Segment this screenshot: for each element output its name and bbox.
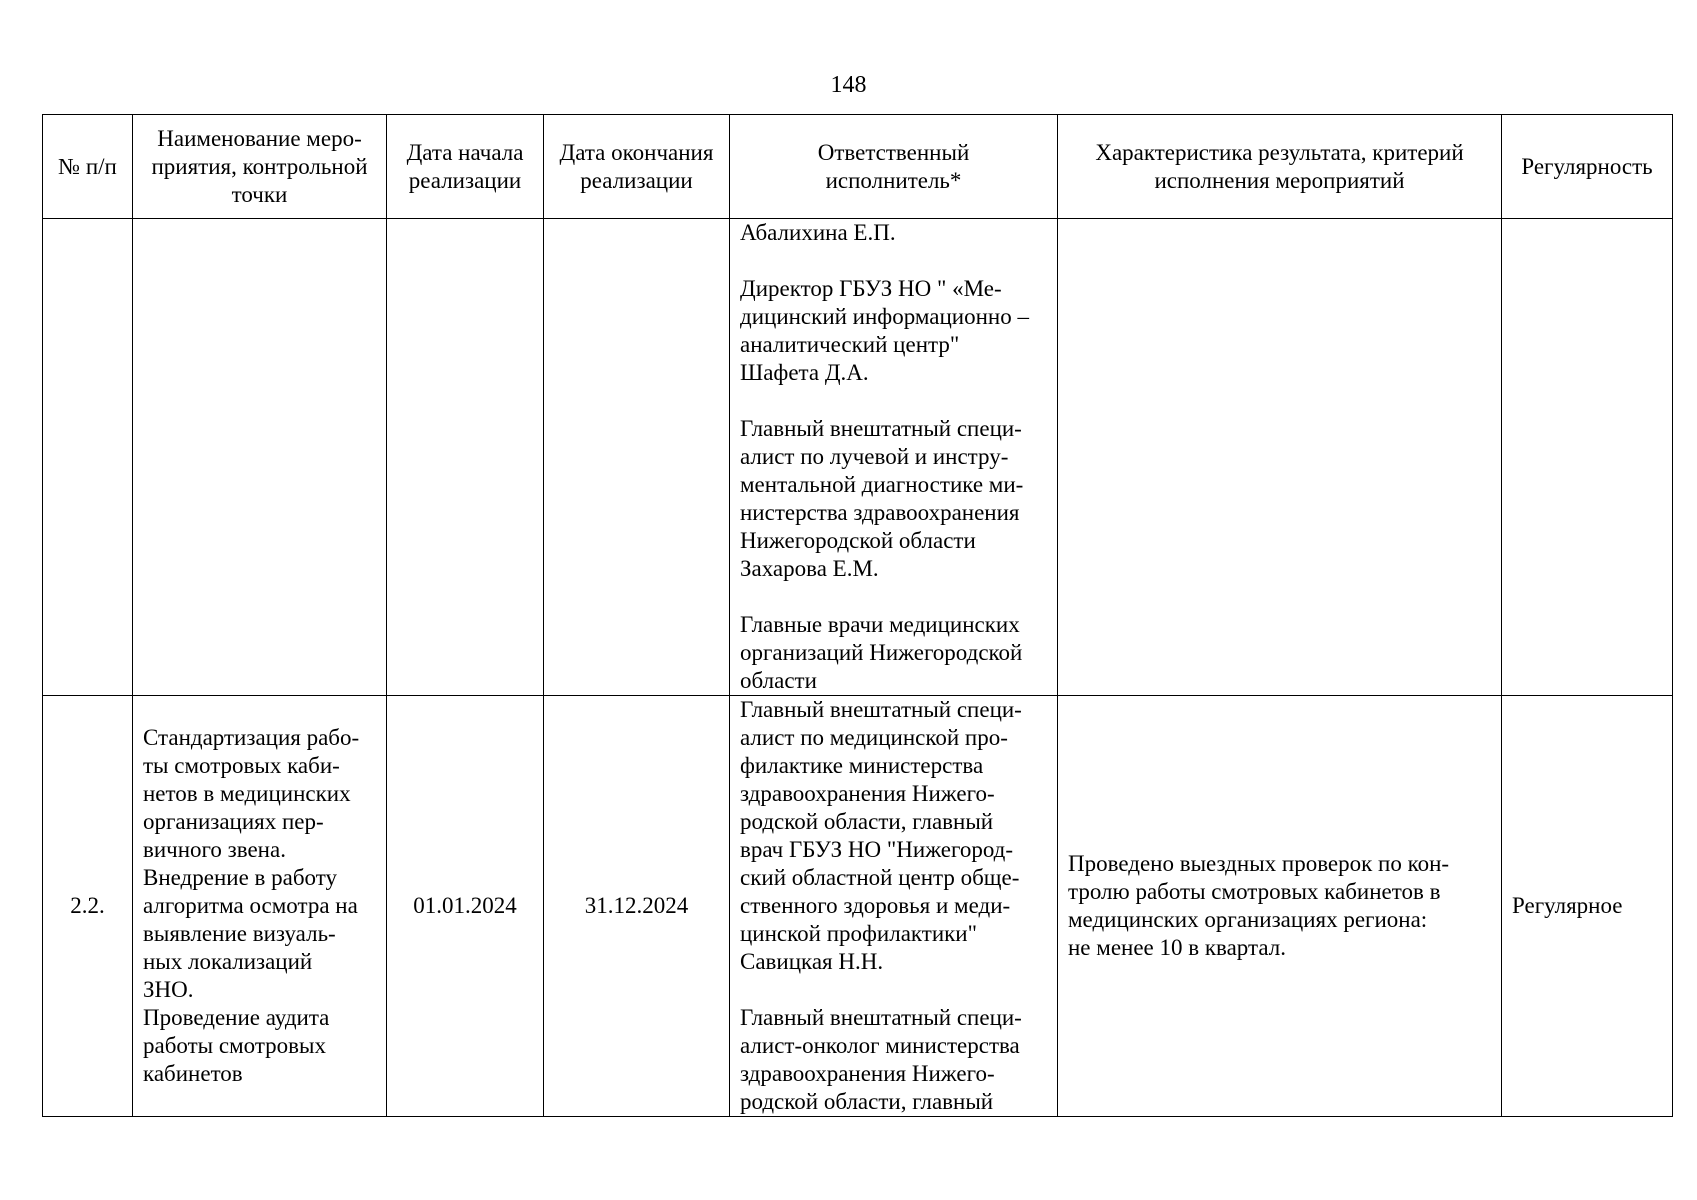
cell-result <box>1058 219 1502 696</box>
cell-responsible <box>730 696 1058 1117</box>
cell-start-date <box>387 219 544 696</box>
header-responsible: Ответственный исполнитель* <box>730 115 1058 219</box>
cell-num <box>43 219 133 696</box>
table-header <box>43 115 1673 219</box>
responsible-entry: Главный внештатный специ- алист по медицинской про- филактике министерства здравоохранения Нижего- родской области, главный врач ГБУЗ НО "Нижегород- ский областной центр обще- ственного здоровья и меди- цинской профилактики" Савицкая Н.Н. <box>740 697 1022 974</box>
cell-end-date: 31.12.2024 <box>544 696 730 1117</box>
cell-end-date <box>544 219 730 696</box>
header-name: Наименование меро- приятия, контрольной точки <box>133 115 387 219</box>
cell-start-date: 01.01.2024 <box>387 696 544 1117</box>
cell-name <box>133 219 387 696</box>
header-result: Характеристика результата, критерий исполнения мероприятий <box>1058 115 1502 219</box>
cell-regularity <box>1502 219 1673 696</box>
header-num: № п/п <box>43 115 133 219</box>
cell-responsible <box>730 219 1058 696</box>
page-number: 148 <box>830 72 867 98</box>
header-start-date: Дата начала реализации <box>387 115 544 219</box>
header-row <box>43 115 1673 219</box>
header-regularity: Регулярность <box>1502 115 1673 219</box>
header-end-date: Дата окончания реализации <box>544 115 730 219</box>
cell-name: Стандартизация рабо- ты смотровых каби- нетов в медицинских организациях пер- вичного звена. Внедрение в работу алгоритма осмотра на выявление визуаль- ных локализаций ЗНО. Проведение аудита работы смотровых кабинетов <box>133 696 387 1117</box>
cell-result: Проведено выездных проверок по кон- тролю работы смотровых кабинетов в медицинских организациях региона: не менее 10 в квартал. <box>1058 696 1502 1117</box>
cell-num: 2.2. <box>43 696 133 1117</box>
responsible-entry: Главные врачи медицинских организаций Нижегородской области <box>740 612 1023 693</box>
cell-regularity: Регулярное <box>1502 696 1673 1117</box>
action-plan-table <box>42 114 1673 1117</box>
responsible-entry: Директор ГБУЗ НО " «Ме- дицинский информационно – аналитический центр" Шафета Д.А. <box>740 276 1029 385</box>
table-row <box>43 696 1673 1117</box>
responsible-entry: Абалихина Е.П. <box>740 220 896 245</box>
responsible-entry: Главный внештатный специ- алист-онколог министерства здравоохранения Нижего- родской области, главный <box>740 1005 1022 1114</box>
table-row <box>43 219 1673 696</box>
responsible-entry: Главный внештатный специ- алист по лучевой и инстру- ментальной диагностике ми- нистерства здравоохранения Нижегородской области Захарова Е.М. <box>740 416 1024 581</box>
